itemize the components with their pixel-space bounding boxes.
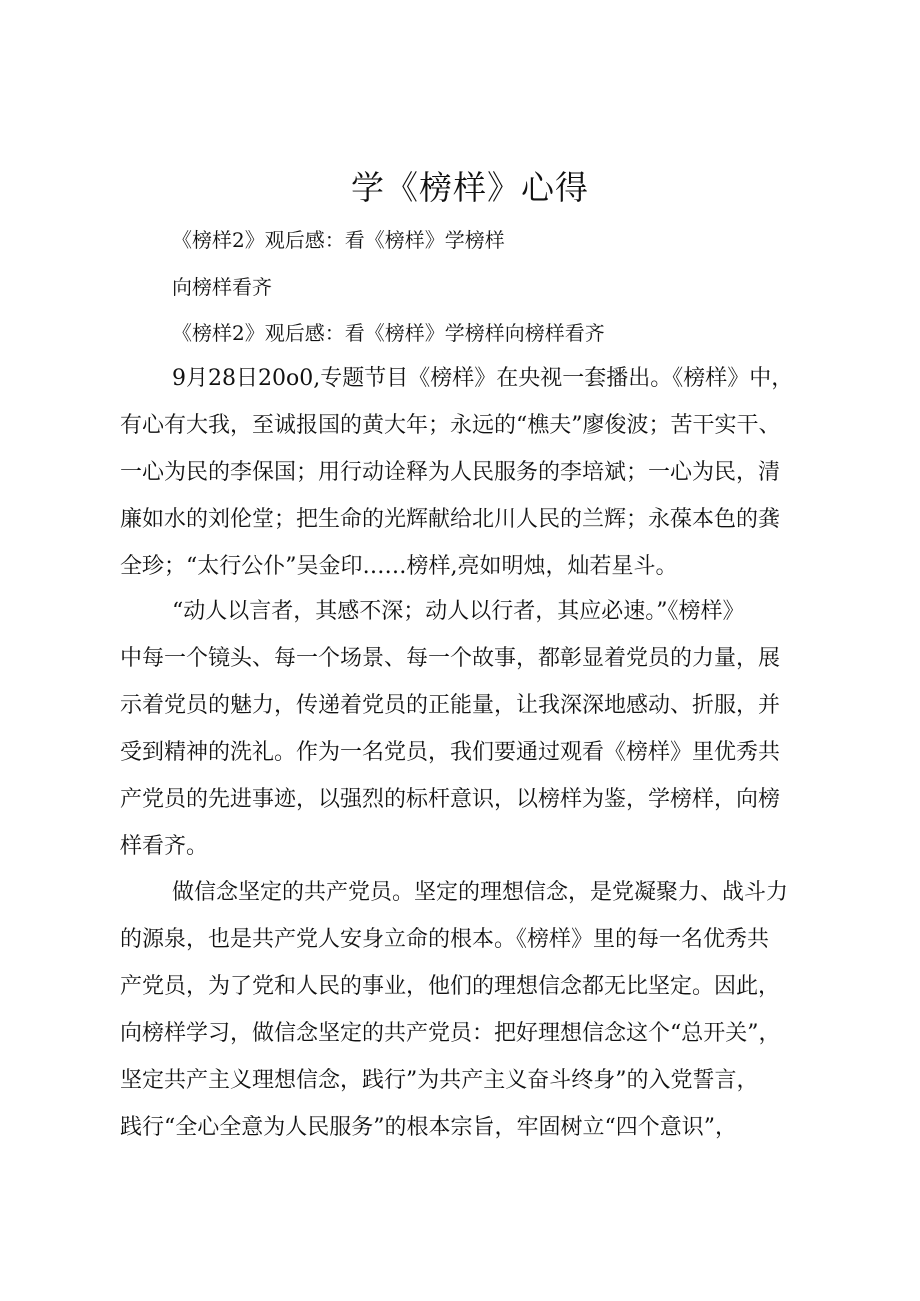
paragraph-line: 样看齐。 — [120, 834, 209, 859]
paragraph-line: 的源泉，也是共产党人安身立命的根本。《榜样》里的每一名优秀共 — [120, 927, 770, 952]
paragraph-line: “动人以言者，其感不深；动人以行者，其应必速。”《榜样》 — [172, 599, 745, 624]
paragraph-line: 9月28日20o0,专题节目《榜样》在央视一套播出。《榜样》中， — [172, 366, 794, 391]
subtitle-line: 《榜样2》观后感：看《榜样》学榜样向榜样看齐 — [172, 321, 605, 345]
paragraph-line: 坚定共产主义理想信念，践行”为共产主义奋斗终身”的入党誓言， — [120, 1068, 759, 1093]
paragraph-line: 全珍；“太行公仆”吴金印……榜样,亮如明烛，灿若星斗。 — [120, 554, 678, 579]
paragraph-line: 向榜样学习，做信念坚定的共产党员：把好理想信念这个“总开关”， — [120, 1021, 781, 1046]
paragraph-line: 一心为民的李保国；用行动诠释为人民服务的李培斌；一心为民，清 — [120, 460, 781, 485]
paragraph-line: 产党员，为了党和人民的事业，他们的理想信念都无比坚定。因此， — [120, 974, 781, 999]
paragraph-line: 践行“全心全意为人民服务”的根本宗旨，牢固树立“四个意识”， — [120, 1115, 737, 1140]
document-title: 学《榜样》心得 — [351, 168, 589, 207]
paragraph-line: 受到精神的洗礼。作为一名党员，我们要通过观看《榜样》里优秀共 — [120, 740, 781, 765]
paragraph-line: 示着党员的魅力，传递着党员的正能量，让我深深地感动、折服，并 — [120, 693, 781, 718]
paragraph-line: 有心有大我，至诚报国的黄大年；永远的“樵夫”廖俊波；苦干实干、 — [120, 413, 781, 438]
paragraph-line: 廉如水的刘伦堂；把生命的光辉献给北川人民的兰辉；永葆本色的龚 — [120, 507, 781, 532]
paragraph-line: 做信念坚定的共产党员。坚定的理想信念，是党凝聚力、战斗力 — [172, 880, 789, 905]
subtitle-line: 《榜样2》观后感：看《榜样》学榜样 — [172, 228, 505, 252]
paragraph-line: 中每一个镜头、每一个场景、每一个故事，都彰显着党员的力量，展 — [120, 646, 781, 671]
paragraph-line: 产党员的先进事迹，以强烈的标杆意识，以榜样为鉴，学榜样，向榜 — [120, 787, 781, 812]
subtitle-line: 向榜样看齐 — [172, 275, 272, 299]
